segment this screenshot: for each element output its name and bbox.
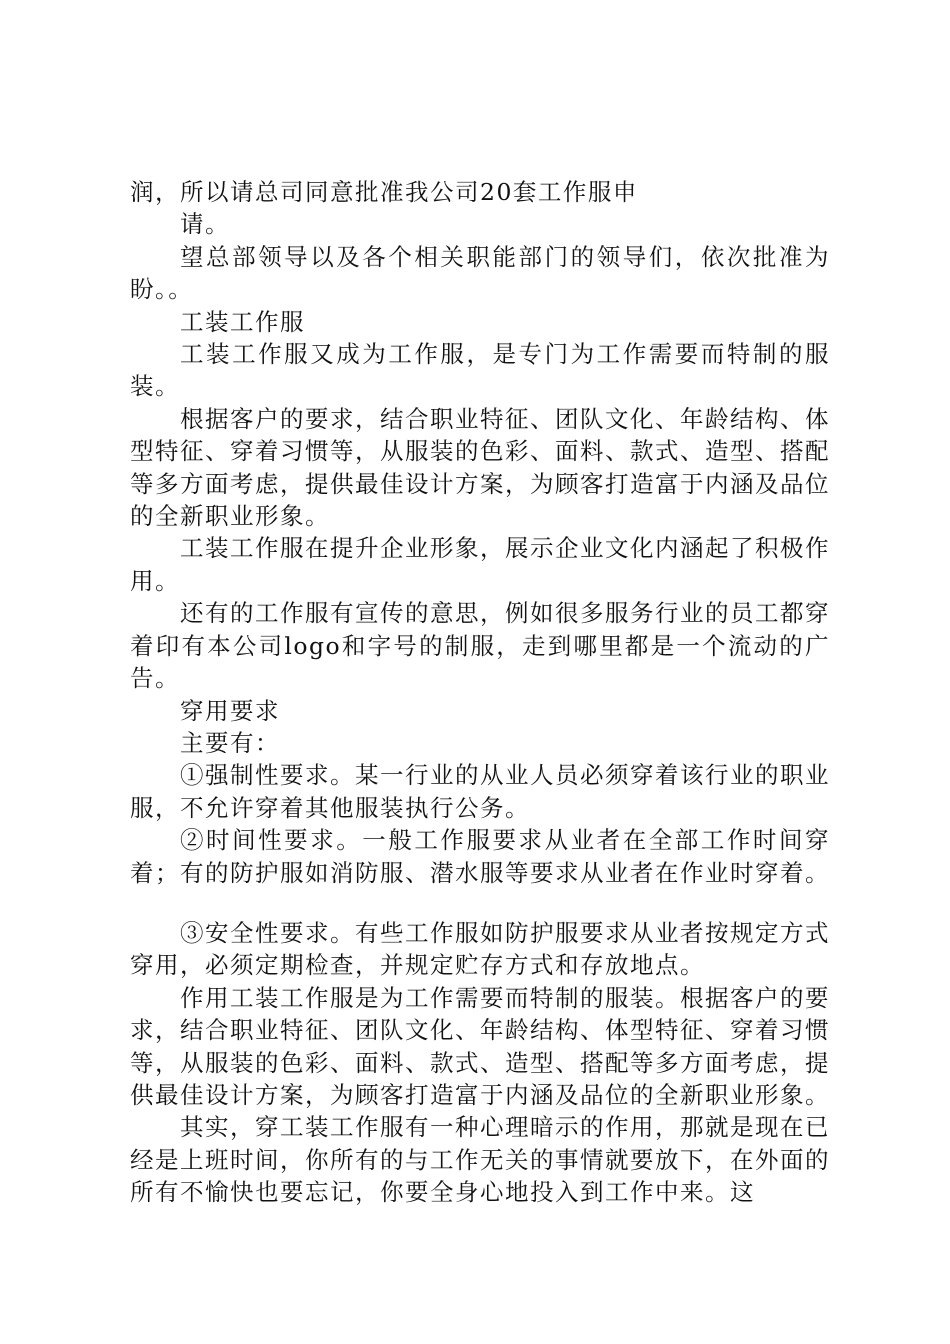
list-item-safety: ③安全性要求。有些工作服如防护服要求从业者按规定方式穿用，必须定期检查，并规定贮存方式和存放地点。 — [130, 918, 830, 980]
paragraph-design-approach: 根据客户的要求，结合职业特征、团队文化、年龄结构、体型特征、穿着习惯等，从服装的色彩、面料、款式、造型、搭配等多方面考虑，提供最佳设计方案，为顾客打造富于内涵及品位的全新职业形象。 — [130, 404, 830, 531]
paragraph-corporate-image: 工装工作服在提升企业形象，展示企业文化内涵起了积极作用。 — [130, 534, 830, 595]
document-body — [130, 176, 830, 1209]
paragraph-requirements-intro: 主要有： — [180, 728, 280, 757]
paragraph-approval-hope: 望总部领导以及各个相关职能部门的领导们，依次批准为盼。。 — [130, 242, 830, 304]
section-heading-requirements: 穿用要求 — [180, 696, 280, 725]
list-item-mandatory: ①强制性要求。某一行业的从业人员必须穿着该行业的职业服，不允许穿着其他服装执行公务。 — [130, 761, 830, 822]
paragraph-function: 作用工装工作服是为工作需要而特制的服装。根据客户的要求，结合职业特征、团队文化、年龄结构、体型特征、穿着习惯等，从服装的色彩、面料、款式、造型、搭配等多方面考虑，提供最佳设计方案，为顾客打造富于内涵及品位的全新职业形象。 — [130, 983, 830, 1109]
list-item-time: ②时间性要求。一般工作服要求从业者在全部工作时间穿着；有的防护服如消防服、潜水服等要求从业者在作业时穿着。 — [130, 826, 830, 887]
paragraph-psychology: 其实，穿工装工作服有一种心理暗示的作用，那就是现在已经是上班时间，你所有的与工作无关的事情就要放下，在外面的所有不愉快也要忘记，你要全身心地投入到工作中来。这 — [130, 1113, 830, 1207]
paragraph-advertising: 还有的工作服有宣传的意思，例如很多服务行业的员工都穿着印有本公司logo和字号的制服，走到哪里都是一个流动的广告。 — [130, 599, 830, 693]
paragraph-uniform-definition: 工装工作服又成为工作服，是专门为工作需要而特制的服装。 — [130, 340, 830, 401]
section-heading-uniform: 工装工作服 — [180, 307, 305, 336]
paragraph-request-end: 请。 — [180, 210, 230, 239]
paragraph-continuation: 润，所以请总司同意批准我公司20套工作服申 — [130, 178, 638, 206]
